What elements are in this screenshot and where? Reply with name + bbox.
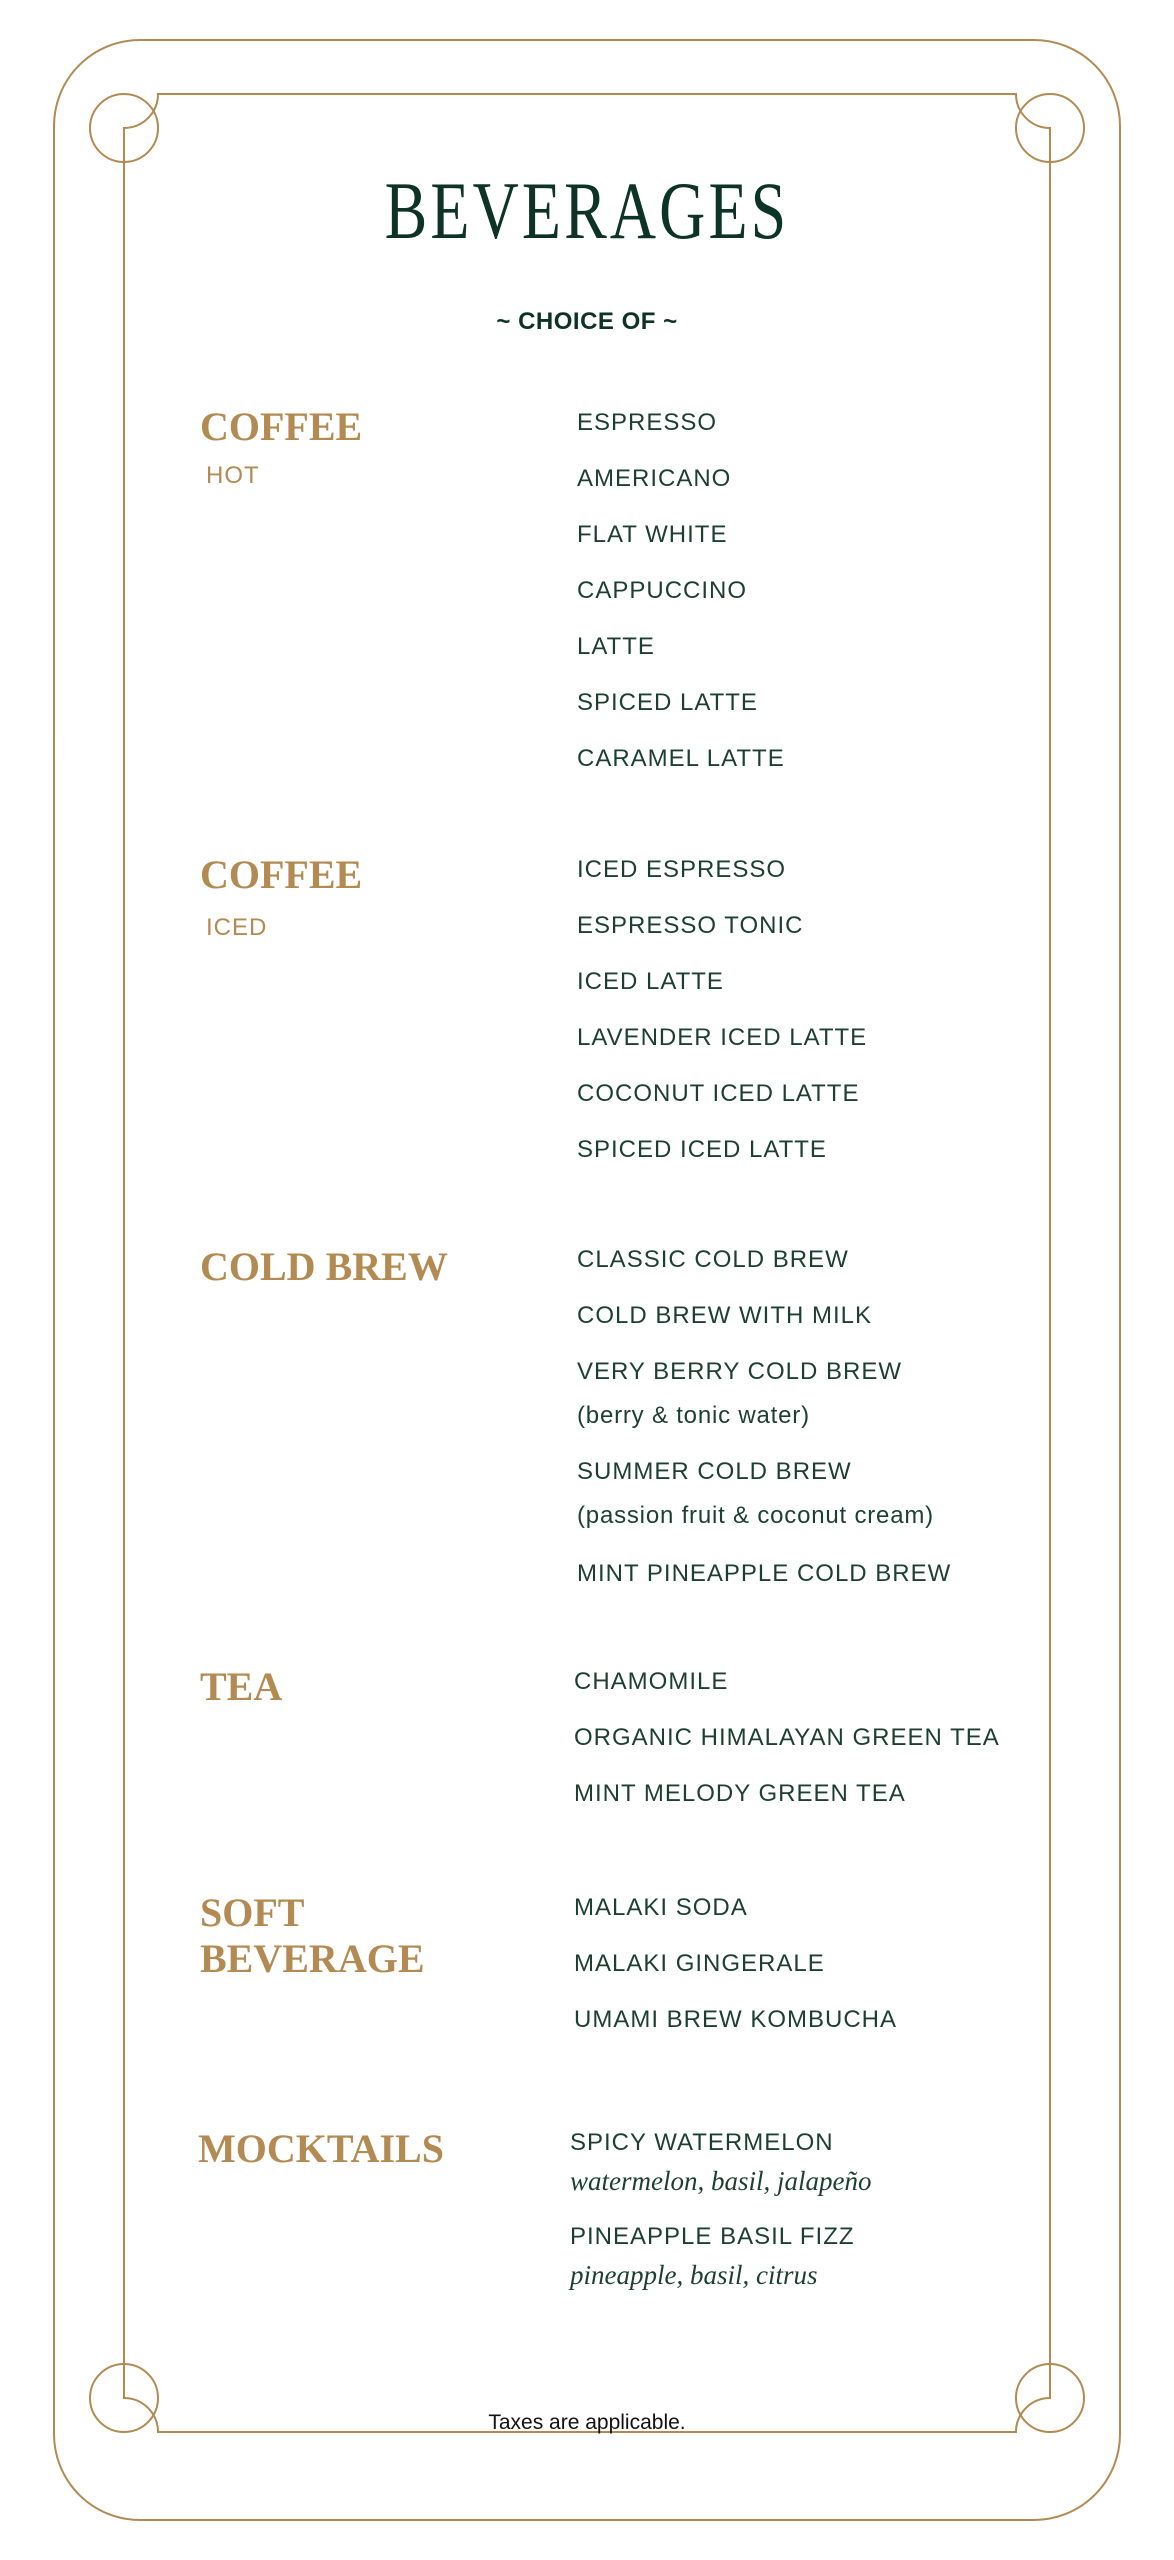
- section-title-cold-brew: COLD BREW: [200, 1244, 448, 1289]
- section-title-soft-beverage-line2: BEVERAGE: [200, 1936, 425, 1981]
- section-subtitle-iced: ICED: [206, 914, 268, 941]
- menu-subtitle: ~ CHOICE OF ~: [496, 308, 678, 335]
- menu-item: SPICED LATTE: [577, 689, 758, 716]
- menu-item: PINEAPPLE BASIL FIZZ: [570, 2223, 855, 2250]
- section-title-soft-beverage-line1: SOFT: [200, 1890, 305, 1935]
- menu-item: COCONUT ICED LATTE: [577, 1080, 860, 1107]
- menu-item: UMAMI BREW KOMBUCHA: [574, 2006, 898, 2033]
- menu-item: CARAMEL LATTE: [577, 745, 785, 772]
- menu-item: MALAKI SODA: [574, 1894, 748, 1921]
- menu-item: ESPRESSO: [577, 409, 718, 436]
- menu-item: LAVENDER ICED LATTE: [577, 1024, 868, 1051]
- section-title-coffee-iced: COFFEE: [200, 852, 363, 897]
- menu-item: FLAT WHITE: [577, 521, 728, 548]
- menu-item: MINT PINEAPPLE COLD BREW: [577, 1560, 952, 1587]
- section-title-mocktails: MOCKTAILS: [198, 2126, 444, 2171]
- menu-item: VERY BERRY COLD BREW: [577, 1358, 902, 1385]
- section-subtitle-hot: HOT: [206, 462, 260, 489]
- menu-item: AMERICANO: [577, 465, 732, 492]
- menu-item: CHAMOMILE: [574, 1668, 729, 1695]
- menu-item: ESPRESSO TONIC: [577, 912, 804, 939]
- section-title-coffee-hot: COFFEE: [200, 404, 363, 449]
- menu-item: MALAKI GINGERALE: [574, 1950, 825, 1977]
- menu-item: SPICED ICED LATTE: [577, 1136, 827, 1163]
- menu-item-description: pineapple, basil, citrus: [570, 2260, 818, 2290]
- menu-item-description: watermelon, basil, jalapeño: [570, 2166, 872, 2196]
- menu-item-description: (berry & tonic water): [577, 1402, 810, 1429]
- menu-item: ICED ESPRESSO: [577, 856, 787, 883]
- footer-note: Taxes are applicable.: [488, 2411, 686, 2434]
- menu-item: COLD BREW WITH MILK: [577, 1302, 873, 1329]
- menu-item: MINT MELODY GREEN TEA: [574, 1780, 906, 1807]
- section-title-tea: TEA: [200, 1664, 283, 1709]
- menu-item: ICED LATTE: [577, 968, 724, 995]
- menu-item: SUMMER COLD BREW: [577, 1458, 852, 1485]
- menu-item-description: (passion fruit & coconut cream): [577, 1502, 934, 1529]
- menu-item: CAPPUCCINO: [577, 577, 748, 604]
- menu-title: BEVERAGES: [384, 165, 790, 256]
- menu-item: LATTE: [577, 633, 655, 660]
- menu-item: SPICY WATERMELON: [570, 2129, 834, 2156]
- menu-item: CLASSIC COLD BREW: [577, 1246, 849, 1273]
- menu-item: ORGANIC HIMALAYAN GREEN TEA: [574, 1724, 1000, 1751]
